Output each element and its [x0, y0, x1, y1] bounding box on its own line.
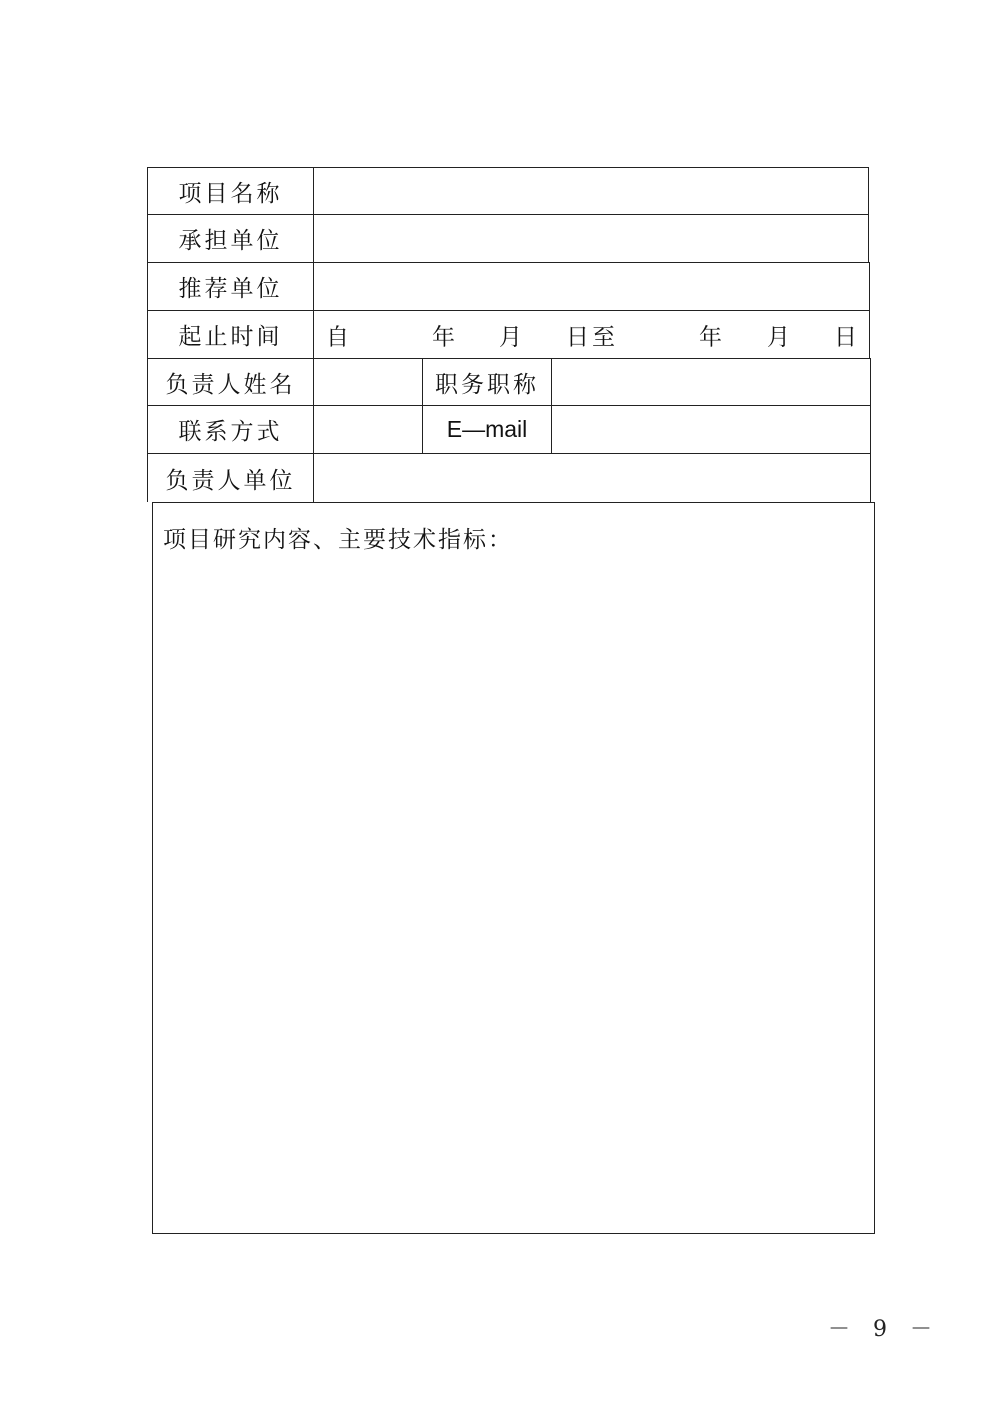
recommending-unit-row: [147, 262, 870, 310]
leader-name-row: [147, 358, 871, 406]
recommending-unit-field[interactable]: [314, 263, 869, 310]
position-title-label: 职务职称: [422, 359, 552, 406]
duration-month-start: 月: [499, 324, 525, 350]
undertaking-unit-label: 承担单位: [148, 215, 314, 262]
recommending-unit-label: 推荐单位: [148, 263, 314, 310]
duration-field[interactable]: [314, 311, 869, 358]
project-name-field[interactable]: [314, 168, 868, 215]
leader-unit-row: [147, 453, 871, 502]
project-name-label: 项目名称: [148, 168, 314, 215]
research-content-box[interactable]: [152, 502, 875, 1234]
duration-month-end: 月: [767, 324, 793, 350]
duration-year-end: 年: [699, 324, 725, 350]
undertaking-unit-field[interactable]: [314, 215, 868, 262]
leader-name-label: 负责人姓名: [148, 359, 314, 406]
email-label: E—mail: [422, 406, 552, 453]
duration-day-to: 日至: [566, 324, 618, 350]
leader-name-field[interactable]: [314, 359, 422, 406]
duration-day-end: 日: [834, 324, 860, 350]
duration-year-start: 年: [432, 324, 458, 350]
project-name-row: [147, 167, 869, 215]
contact-label: 联系方式: [148, 406, 314, 453]
leader-unit-field[interactable]: [314, 454, 870, 502]
duration-from: 自: [326, 324, 352, 350]
duration-label: 起止时间: [148, 311, 314, 358]
contact-field[interactable]: [314, 406, 422, 453]
undertaking-unit-row: [147, 214, 869, 262]
leader-unit-label: 负责人单位: [148, 454, 314, 502]
research-content-heading: 项目研究内容、主要技术指标：: [163, 527, 513, 553]
page-number: － 9 －: [828, 1317, 940, 1342]
project-form-table: [147, 167, 875, 1234]
position-title-field[interactable]: [552, 359, 870, 406]
email-field[interactable]: [552, 406, 870, 453]
contact-row: [147, 405, 871, 453]
duration-row: [147, 310, 870, 358]
